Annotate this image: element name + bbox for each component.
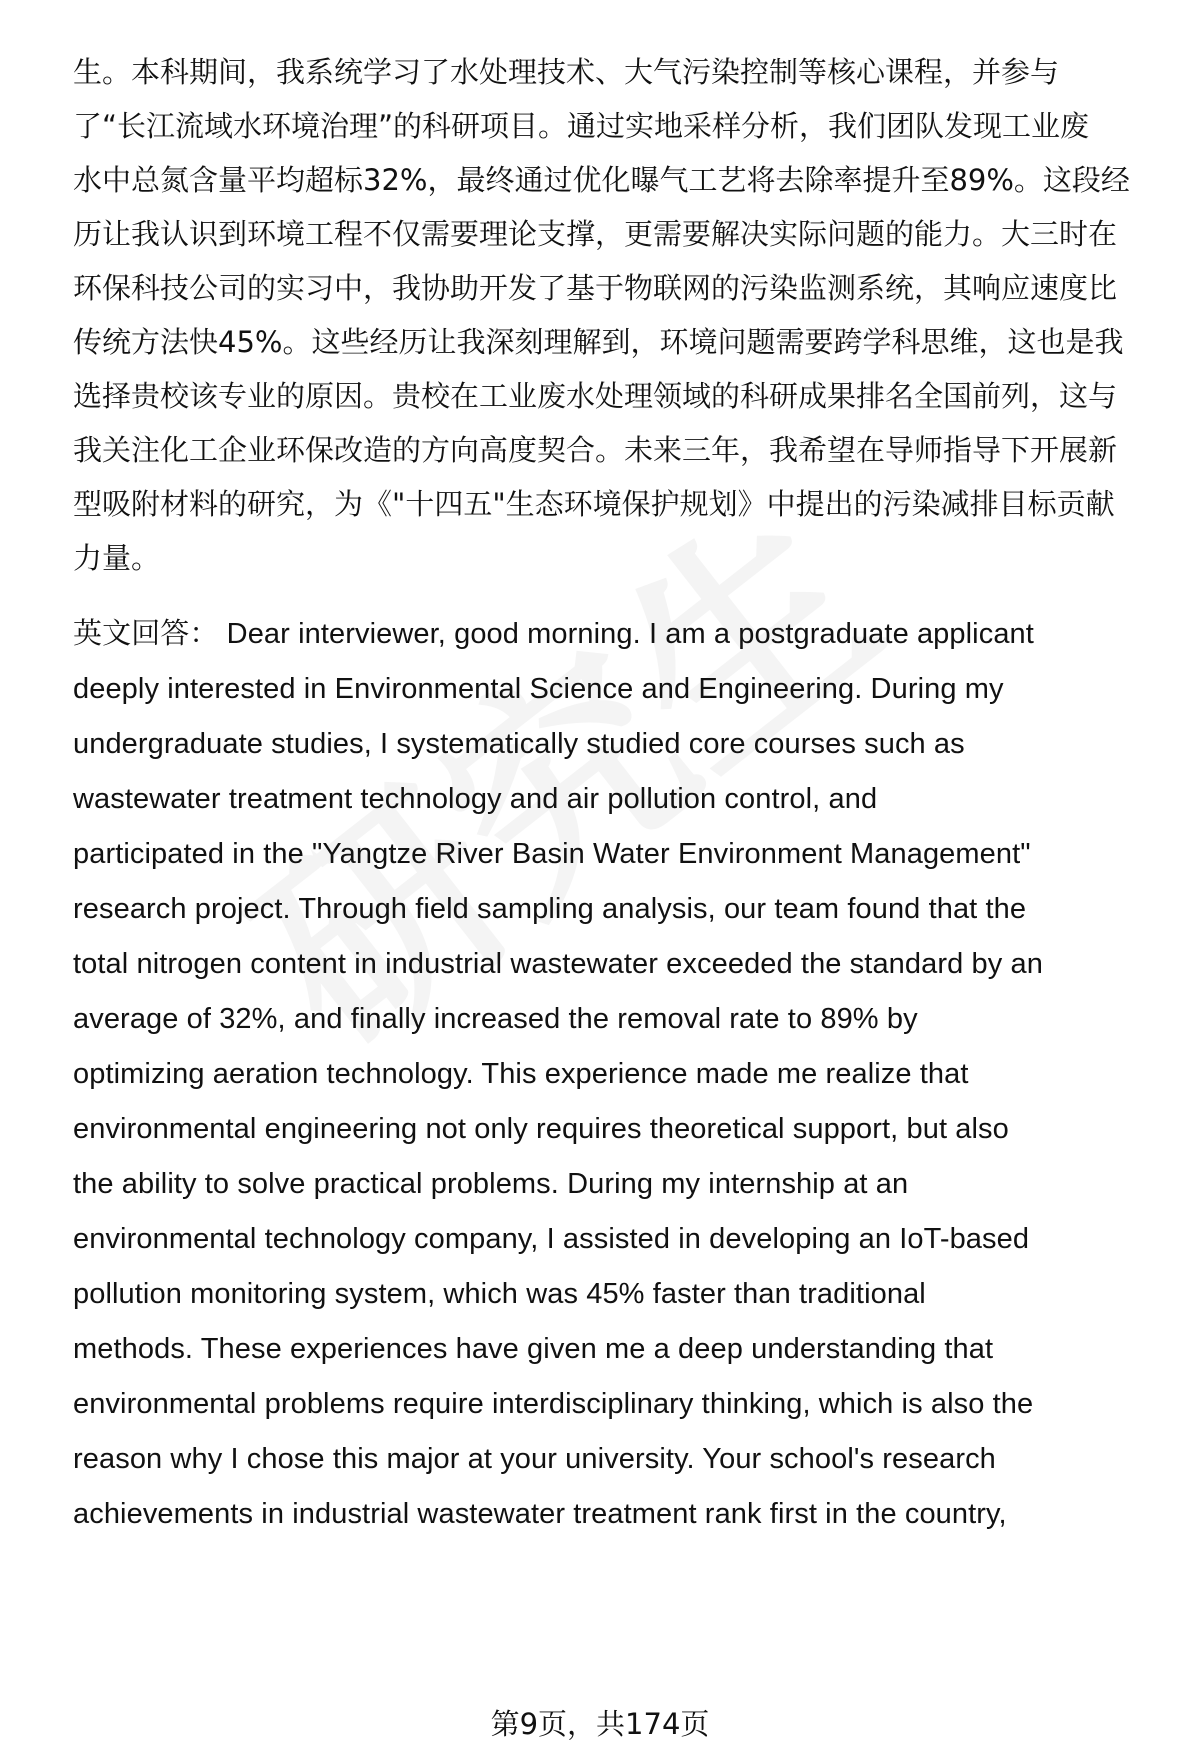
page-number-footer: 第9页，共174页 (490, 1707, 710, 1741)
english-answer-line: research project. Through field sampling analysis, our team found that the (73, 893, 1027, 925)
chinese-answer-line: 传统方法快45%。这些经历让我深刻理解到，环境问题需要跨学科思维，这也是我 (73, 325, 1124, 359)
english-answer-line: average of 32%, and finally increased the removal rate to 89% by (73, 1003, 918, 1035)
english-answer-line: wastewater treatment technology and air pollution control, and (73, 783, 878, 815)
english-answer-line: deeply interested in Environmental Science and Engineering. During my (73, 673, 1004, 705)
chinese-answer-line: 选择贵校该专业的原因。贵校在工业废水处理领域的科研成果排名全国前列，这与 (73, 379, 1118, 413)
chinese-answer-line: 水中总氮含量平均超标32%，最终通过优化曝气工艺将去除率提升至89%。这段经 (73, 163, 1130, 197)
english-answer-line: participated in the "Yangtze River Basin Water Environment Management" (73, 838, 1031, 870)
chinese-answer-line: 了“长江流域水环境治理”的科研项目。通过实地采样分析，我们团队发现工业废 (73, 109, 1090, 143)
english-answer-line: environmental problems require interdisciplinary thinking, which is also the (73, 1388, 1034, 1420)
chinese-answer-line: 型吸附材料的研究，为《"十四五"生态环境保护规划》中提出的污染减排目标贡献 (73, 487, 1115, 521)
chinese-answer-line: 力量。 (73, 541, 161, 575)
english-answer-line: achievements in industrial wastewater treatment rank first in the country, (73, 1498, 1007, 1530)
english-answer-line: environmental engineering not only requires theoretical support, but also (73, 1113, 1009, 1145)
chinese-answer-line: 生。本科期间，我系统学习了水处理技术、大气污染控制等核心课程，并参与 (73, 55, 1060, 89)
english-answer-line: undergraduate studies, I systematically studied core courses such as (73, 728, 965, 760)
english-answer-line: the ability to solve practical problems. During my internship at an (73, 1168, 909, 1200)
english-answer-line: methods. These experiences have given me a deep understanding that (73, 1333, 994, 1365)
english-answer-line: environmental technology company, I assisted in developing an IoT-based (73, 1223, 1030, 1255)
english-answer-line: optimizing aeration technology. This experience made me realize that (73, 1058, 969, 1090)
chinese-answer-line: 环保科技公司的实习中，我协助开发了基于物联网的污染监测系统，其响应速度比 (73, 271, 1118, 305)
english-answer-line: 英文回答： Dear interviewer, good morning. I am a postgraduate applicant (73, 618, 1034, 650)
chinese-answer-line: 历让我认识到环境工程不仅需要理论支撑，更需要解决实际问题的能力。大三时在 (73, 217, 1118, 251)
english-answer-line: total nitrogen content in industrial wastewater exceeded the standard by an (73, 948, 1043, 980)
chinese-answer-line: 我关注化工企业环保改造的方向高度契合。未来三年，我希望在导师指导下开展新 (73, 433, 1118, 467)
english-answer-line: reason why I chose this major at your university. Your school's research (73, 1443, 996, 1475)
english-answer-line: pollution monitoring system, which was 45% faster than traditional (73, 1278, 926, 1310)
